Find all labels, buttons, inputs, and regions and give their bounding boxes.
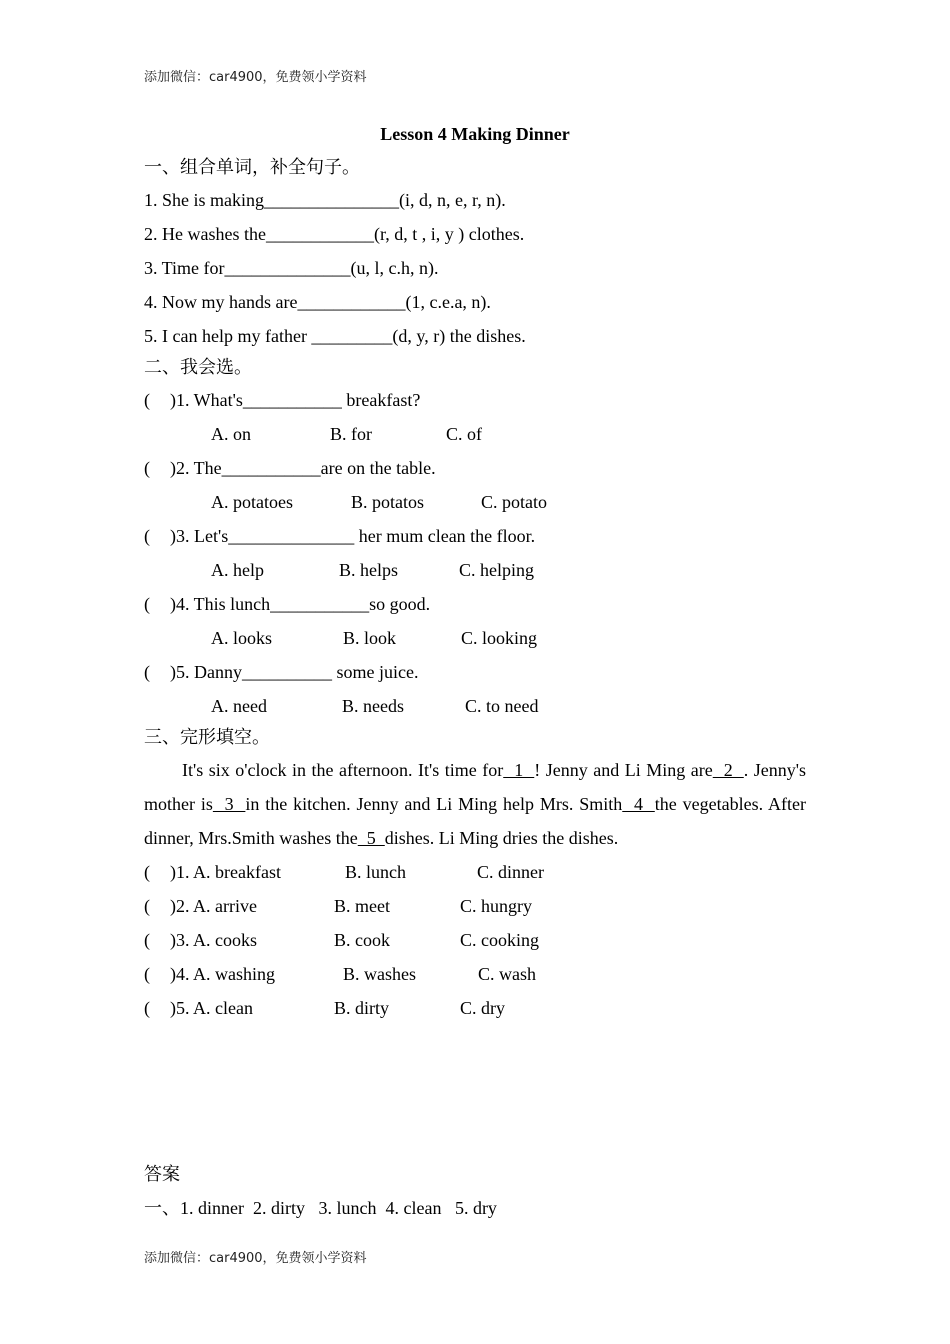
option-b: B. dirty (334, 998, 390, 1018)
option-b: B. meet (334, 896, 390, 916)
option-c: C. wash (478, 964, 536, 984)
answer-paren: ( (144, 896, 150, 916)
question-text: )5. Danny__________ some juice. (170, 662, 419, 682)
answer-paren: ( (144, 662, 150, 682)
question-text: )2. A. arrive (170, 896, 257, 916)
option-b: B. cook (334, 930, 390, 950)
question-text: )2. The___________are on the table. (170, 458, 436, 478)
section3-heading: 三、完形填空。 (144, 727, 270, 748)
section2-heading: 二、我会选。 (144, 357, 252, 378)
section3-question-4 (144, 963, 275, 985)
passage-text: in the kitchen. Jenny and Li Ming help Mrs. Smith (245, 794, 623, 814)
section2-question-1 (144, 389, 420, 411)
section1-heading: 一、组合单词，补全句子。 (144, 157, 360, 178)
option-c: C. looking (461, 628, 538, 648)
blank-4: 4 (622, 794, 655, 814)
passage-text: dishes. Li Ming dries the dishes. (384, 828, 619, 848)
option-c: C. dinner (477, 862, 544, 882)
page-header: 添加微信：car4900，免费领小学资料 (144, 70, 367, 85)
option-b: B. needs (342, 696, 404, 716)
section1-item-3: 3. Time for______________(u, l, c.h, n). (144, 258, 439, 278)
answers-prefix: 一、 (144, 1198, 180, 1219)
section1-item-1: 1. She is making_______________(i, d, n, e, r, n). (144, 190, 506, 210)
answer-paren: ( (144, 964, 150, 984)
option-b: B. look (343, 628, 397, 648)
answers-line-1 (144, 1197, 497, 1220)
option-c: C. helping (459, 560, 534, 580)
blank-1: 1 (503, 760, 535, 780)
section2-question-3 (144, 525, 535, 547)
answers-heading: 答案 (144, 1164, 180, 1185)
answer-paren: ( (144, 930, 150, 950)
section3-question-1 (144, 861, 281, 883)
passage-text: the vegetables. After dinner, Mrs.Smith washes the (144, 794, 806, 848)
section1-item-4: 4. Now my hands are____________(1, c.e.a, n). (144, 292, 491, 312)
option-c: C. of (446, 424, 482, 444)
passage-text: It's six o'clock in the afternoon. It's time for (182, 760, 504, 780)
section3-question-5 (144, 997, 253, 1019)
passage-text: ! Jenny and Li Ming are (534, 760, 713, 780)
question-text: )3. A. cooks (170, 930, 257, 950)
blank-3: 3 (212, 794, 246, 814)
cloze-passage (144, 753, 806, 855)
question-text: )4. A. washing (170, 964, 275, 984)
lesson-title: Lesson 4 Making Dinner (380, 124, 570, 144)
answer-paren: ( (144, 594, 150, 614)
section1-item-2: 2. He washes the____________(r, d, t , i, y ) clothes. (144, 224, 525, 244)
answer-paren: ( (144, 862, 150, 882)
answer-paren: ( (144, 526, 150, 546)
option-b: B. washes (343, 964, 416, 984)
option-a: A. help (211, 560, 264, 580)
question-text: )5. A. clean (170, 998, 253, 1018)
blank-5: 5 (357, 828, 385, 848)
answer-paren: ( (144, 458, 150, 478)
section2-question-4 (144, 593, 430, 615)
option-c: C. hungry (460, 896, 532, 916)
section1-item-5: 5. I can help my father _________(d, y, r) the dishes. (144, 326, 526, 346)
answer-paren: ( (144, 998, 150, 1018)
question-text: )1. A. breakfast (170, 862, 281, 882)
option-a: A. need (211, 696, 267, 716)
blank-2: 2 (712, 760, 744, 780)
option-c: C. cooking (460, 930, 539, 950)
option-a: A. looks (211, 628, 273, 648)
answers-text: 1. dinner 2. dirty 3. lunch 4. clean 5. dry (180, 1198, 497, 1218)
question-text: )4. This lunch___________so good. (170, 594, 431, 614)
option-c: C. to need (465, 696, 539, 716)
section3-question-3 (144, 929, 257, 951)
section3-question-2 (144, 895, 257, 917)
option-b: B. for (330, 424, 372, 444)
option-c: C. dry (460, 998, 505, 1018)
question-text: )3. Let's______________ her mum clean the floor. (170, 526, 536, 546)
section2-question-5 (144, 661, 418, 683)
option-b: B. helps (339, 560, 399, 580)
option-b: B. potatos (351, 492, 425, 512)
passage-text: . Jenny's mother is (144, 760, 807, 814)
question-text: )1. What's___________ breakfast? (170, 390, 421, 410)
option-a: A. potatoes (211, 492, 293, 512)
option-a: A. on (211, 424, 251, 444)
page-footer: 添加微信：car4900，免费领小学资料 (144, 1251, 367, 1266)
option-b: B. lunch (345, 862, 406, 882)
section2-question-2 (144, 457, 436, 479)
answer-paren: ( (144, 390, 150, 410)
option-c: C. potato (481, 492, 547, 512)
